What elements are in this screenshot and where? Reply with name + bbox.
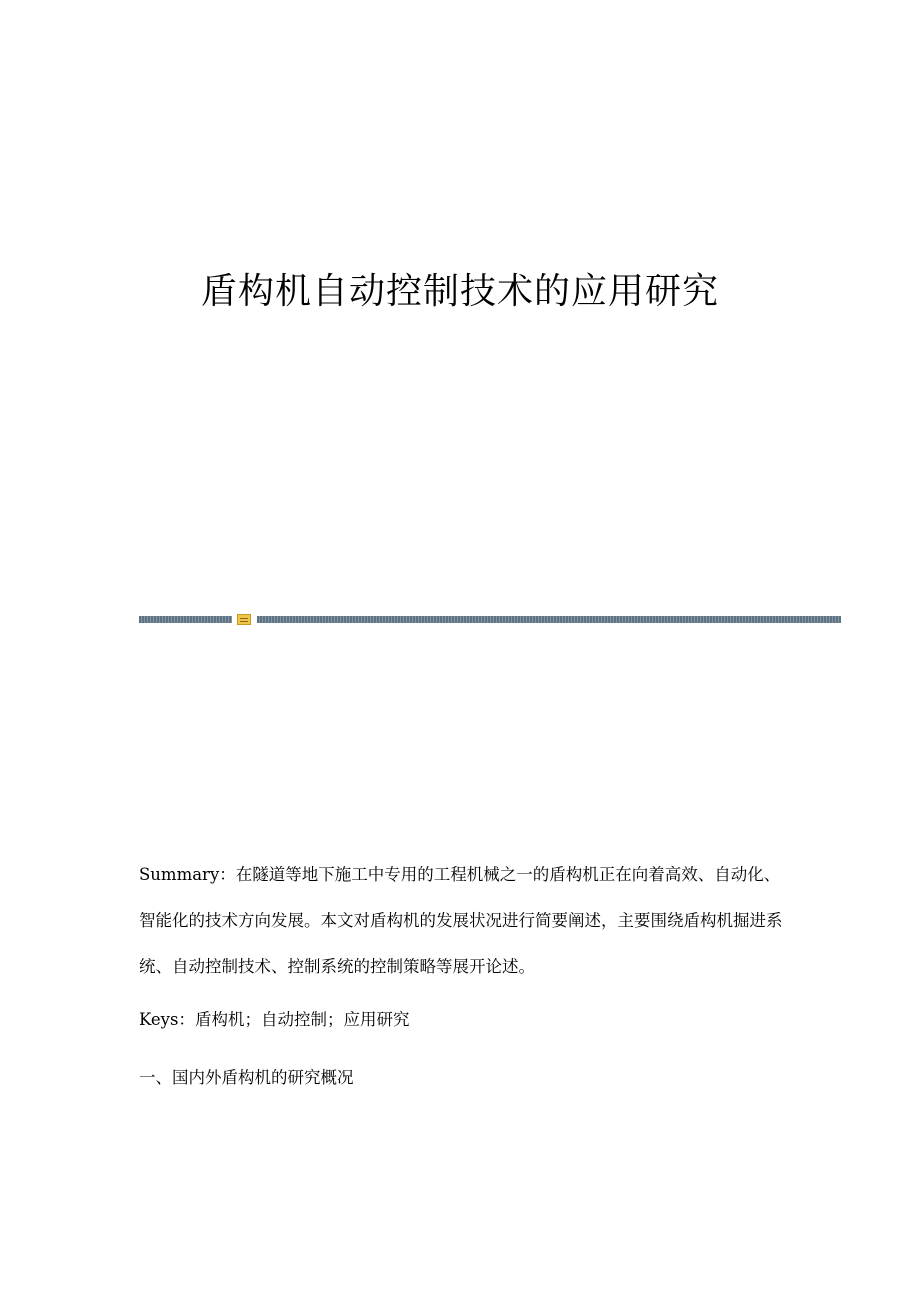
- keys-text: 盾构机；自动控制；应用研究: [194, 1010, 410, 1029]
- summary-paragraph: [139, 852, 789, 990]
- summary-text: 在隧道等地下施工中专用的工程机械之一的盾构机正在向着高效、自动化、智能化的技术方向发展。本文对盾构机的发展状况进行简要阐述，主要围绕盾构机掘进系统、自动控制技术、控制系统的控制策略等展开论述。: [139, 865, 783, 976]
- keys-label: Keys：: [139, 1010, 195, 1029]
- divider-bar-right: [257, 616, 841, 623]
- summary-label: Summary：: [139, 865, 236, 884]
- decorative-divider: [139, 614, 841, 626]
- keywords-line: [139, 1005, 789, 1035]
- document-title: 盾构机自动控制技术的应用研究: [200, 271, 719, 312]
- divider-emblem-icon: [237, 614, 251, 625]
- divider-bar-left: [139, 616, 232, 623]
- section-heading: 一、国内外盾构机的研究概况: [139, 1068, 354, 1087]
